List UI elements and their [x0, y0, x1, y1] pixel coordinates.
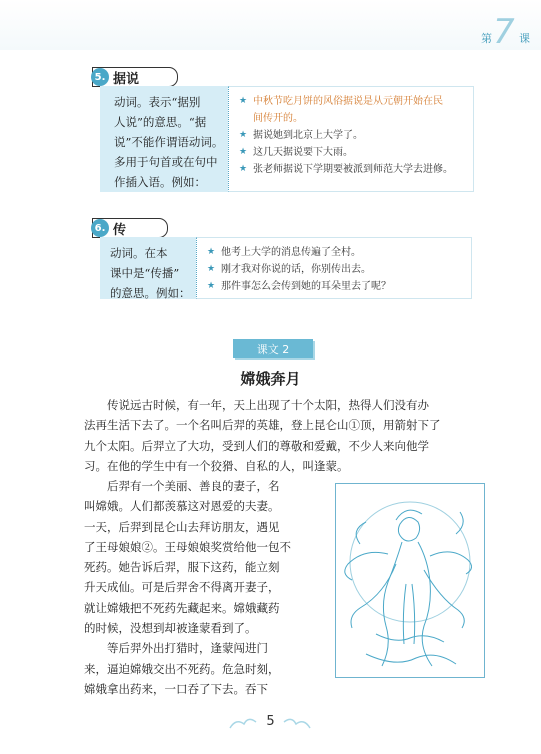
definition-line: 人说”的意思。“据 — [114, 115, 207, 129]
text-line: 习。在他的学生中有一个狡猾、自私的人，叫逢蒙。 — [84, 458, 349, 473]
definition-line: 的意思。例如： — [110, 286, 191, 300]
example-item: ★ 中秋节吃月饼的风俗据说是从元朝开始在民 — [239, 93, 469, 110]
text-line: 升天成仙。可是后羿舍不得离开妻子， — [84, 580, 280, 595]
vocab-header-5 — [92, 67, 178, 87]
text-line: 了王母娘娘②。王母娘娘奖赏给他一包不 — [84, 539, 291, 554]
vocab-word: 据说 — [113, 71, 140, 87]
vocab-word: 传 — [113, 222, 127, 238]
star-icon: ★ — [239, 96, 248, 106]
definition-line: 课中是“传播” — [110, 266, 180, 280]
definition-line: 动词。在本 — [110, 246, 168, 260]
text-line: 叫嫦娥。人们都羡慕这对恩爱的夫妻。 — [84, 499, 280, 514]
lesson-number: 7 — [493, 12, 515, 52]
text-line: 等后羿外出打猎时，逢蒙闯进门 — [84, 641, 268, 656]
paragraph-2 — [84, 476, 329, 699]
star-icon: ★ — [239, 130, 248, 140]
example-item: ★ 张老师据说下学期要被派到师范大学去进修。 — [239, 161, 469, 178]
paragraph-1 — [84, 395, 484, 476]
examples-box-5 — [228, 86, 474, 192]
lesson-suffix: 课 — [519, 32, 530, 45]
example-item: ★ 刚才我对你说的话，你别传出去。 — [207, 261, 467, 278]
example-item: 间传开的。 — [253, 113, 303, 124]
definition-line: 说”不能作谓语动词。 — [114, 135, 224, 149]
vocab-number: 5. — [91, 68, 109, 86]
definition-line: 多用于句首或在句中 — [114, 155, 218, 169]
text-line: 一天，后羿到昆仑山去拜访朋友，遇见 — [84, 519, 280, 534]
text-line: 的时候，没想到却被逢蒙看到了。 — [84, 621, 257, 636]
text-title: 嫦娥奔月 — [240, 370, 301, 388]
definition-line: 动词。表示“据别 — [114, 95, 201, 109]
text-line: 后羿有一个美丽、善良的妻子，名 — [84, 479, 280, 493]
text-line: 嫦娥拿出药来，一口吞了下去。吞下 — [84, 681, 268, 696]
change-figure-icon — [336, 484, 484, 677]
text-line: 来，逼迫嫦娥交出不死药。危急时刻， — [84, 661, 280, 676]
star-icon: ★ — [207, 281, 216, 291]
text-section-label: 课文 2 — [233, 339, 313, 358]
text-line: 传说远古时候，有一年，天上出现了十个太阳，热得人们没有办 — [84, 398, 429, 412]
page-number: 5 — [266, 714, 275, 729]
star-icon: ★ — [207, 247, 216, 257]
definition-box-6 — [100, 237, 196, 299]
definition-line: 作插入语。例如： — [114, 175, 206, 189]
star-icon: ★ — [207, 264, 216, 274]
vocab-header-6 — [92, 218, 168, 238]
definition-box-5 — [100, 86, 228, 192]
text-line: 九个太阳。后羿立了大功，受到人们的尊敬和爱戴，不少人来向他学 — [84, 438, 429, 453]
text-line: 就让嫦娥把不死药先藏起来。嫦娥藏药 — [84, 600, 280, 615]
example-item: ★ 这几天据说要下大雨。 — [239, 144, 469, 161]
star-icon: ★ — [239, 164, 248, 174]
example-item: ★ 据说她到北京上大学了。 — [239, 127, 469, 144]
example-item: ★ 那件事怎么会传到她的耳朵里去了呢？ — [207, 278, 467, 295]
vocab-number: 6. — [91, 219, 109, 237]
text-line: 法再生活下去了。一个名叫后羿的英雄，登上昆仑山①顶，用箭射下了 — [84, 418, 441, 433]
header-band — [0, 0, 541, 50]
change-illustration — [335, 483, 485, 678]
example-item: ★ 他考上大学的消息传遍了全村。 — [207, 244, 467, 261]
lesson-prefix: 第 — [481, 32, 492, 45]
text-line: 死药。她告诉后羿，服下这药，能立刻 — [84, 560, 280, 575]
examples-box-6 — [196, 237, 472, 299]
star-icon: ★ — [239, 147, 248, 157]
